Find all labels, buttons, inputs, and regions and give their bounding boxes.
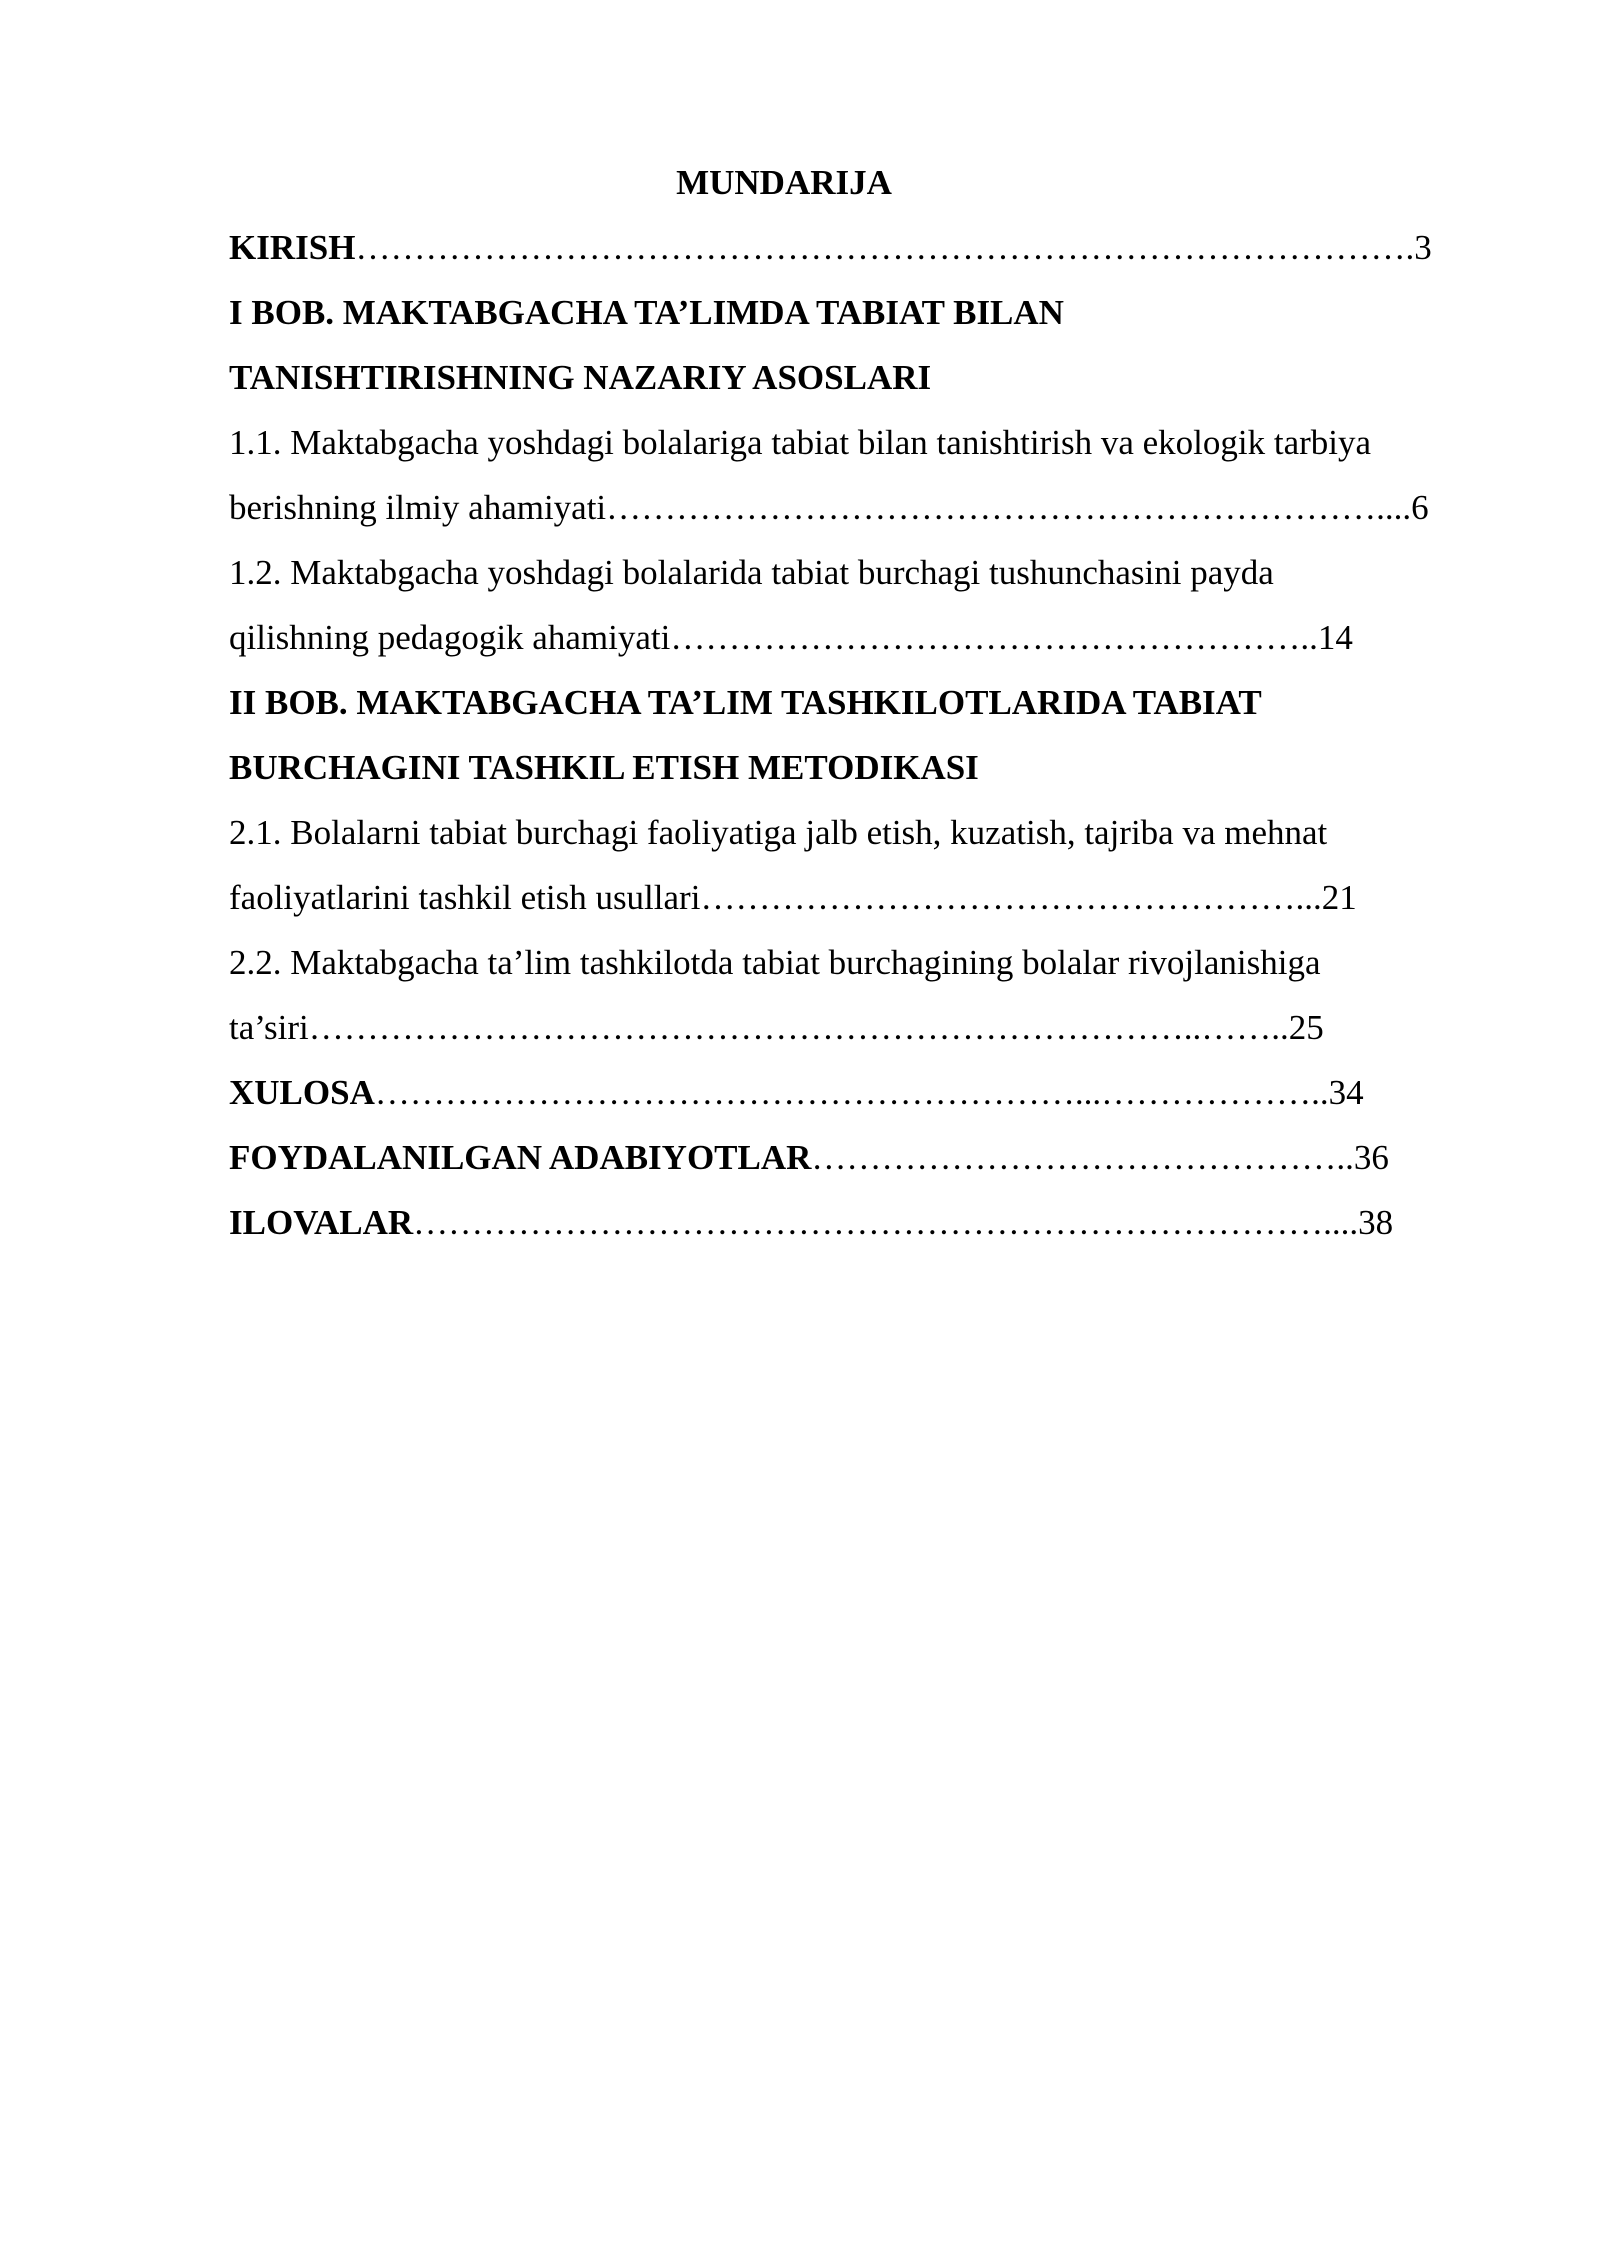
- toc-entry-leader: …………………………………………………………………..……..25: [308, 1008, 1324, 1047]
- toc-entry-label: qilishning pedagogik ahamiyati: [229, 618, 671, 657]
- toc-section-2-2-line-1: 2.2. Maktabgacha ta’lim tashkilotda tabiat burchagining bolalar rivojlanishiga: [229, 943, 1321, 982]
- table-of-contents: [229, 150, 1499, 1255]
- toc-entry-kirish: [229, 215, 1499, 280]
- toc-entry-adabiyotlar: [229, 1125, 1499, 1190]
- toc-entry-ilovalar: [229, 1190, 1499, 1255]
- toc-entry-leader: ……………………………………………...21: [700, 878, 1357, 917]
- toc-chapter-2-heading-line-2: BURCHAGINI TASHKIL ETISH METODIKASI: [229, 748, 979, 787]
- toc-entry-xulosa: [229, 1060, 1499, 1125]
- toc-chapter-1-heading-line-2: TANISHTIRISHNING NAZARIY ASOSLARI: [229, 358, 932, 397]
- toc-entry-label: ta’siri: [229, 1008, 309, 1047]
- toc-entry-label: KIRISH: [229, 228, 356, 267]
- toc-section-2-1-line-2: [229, 865, 1499, 930]
- toc-entry-leader: ……………………………………………………………………....38: [413, 1203, 1394, 1242]
- toc-entry-leader: ……………………………………………………………………………….3: [355, 228, 1432, 267]
- toc-entry-leader: …………………………………………………………....6: [606, 488, 1429, 527]
- toc-entry-leader: ……………………………………………………...………………..34: [374, 1073, 1364, 1112]
- toc-chapter-2-heading-line-1: II BOB. MAKTABGACHA TA’LIM TASHKILOTLARIDA TABIAT: [229, 683, 1262, 722]
- toc-entry-label: ILOVALAR: [229, 1203, 414, 1242]
- toc-entry-label: XULOSA: [229, 1073, 375, 1112]
- toc-section-2-2-line-2: [229, 995, 1499, 1060]
- toc-entry-label: faoliyatlarini tashkil etish usullari: [229, 878, 701, 917]
- toc-section-1-2-line-2: [229, 605, 1499, 670]
- toc-section-2-1-line-1: 2.1. Bolalarni tabiat burchagi faoliyatiga jalb etish, kuzatish, tajriba va mehnat: [229, 813, 1328, 852]
- toc-entry-label: FOYDALANILGAN ADABIYOTLAR: [229, 1138, 812, 1177]
- toc-entry-label: berishning ilmiy ahamiyati: [229, 488, 607, 527]
- toc-section-1-2-line-1: 1.2. Maktabgacha yoshdagi bolalarida tabiat burchagi tushunchasini payda: [229, 553, 1274, 592]
- toc-chapter-1-heading-line-1: I BOB. MAKTABGACHA TA’LIMDA TABIAT BILAN: [229, 293, 1064, 332]
- toc-section-1-1-line-2: [229, 475, 1499, 540]
- toc-title: MUNDARIJA: [676, 163, 892, 202]
- toc-entry-leader: ………………………………………………..14: [670, 618, 1353, 657]
- toc-section-1-1-line-1: 1.1. Maktabgacha yoshdagi bolalariga tabiat bilan tanishtirish va ekologik tarbiya: [229, 423, 1372, 462]
- toc-entry-leader: ………………………………………..36: [811, 1138, 1389, 1177]
